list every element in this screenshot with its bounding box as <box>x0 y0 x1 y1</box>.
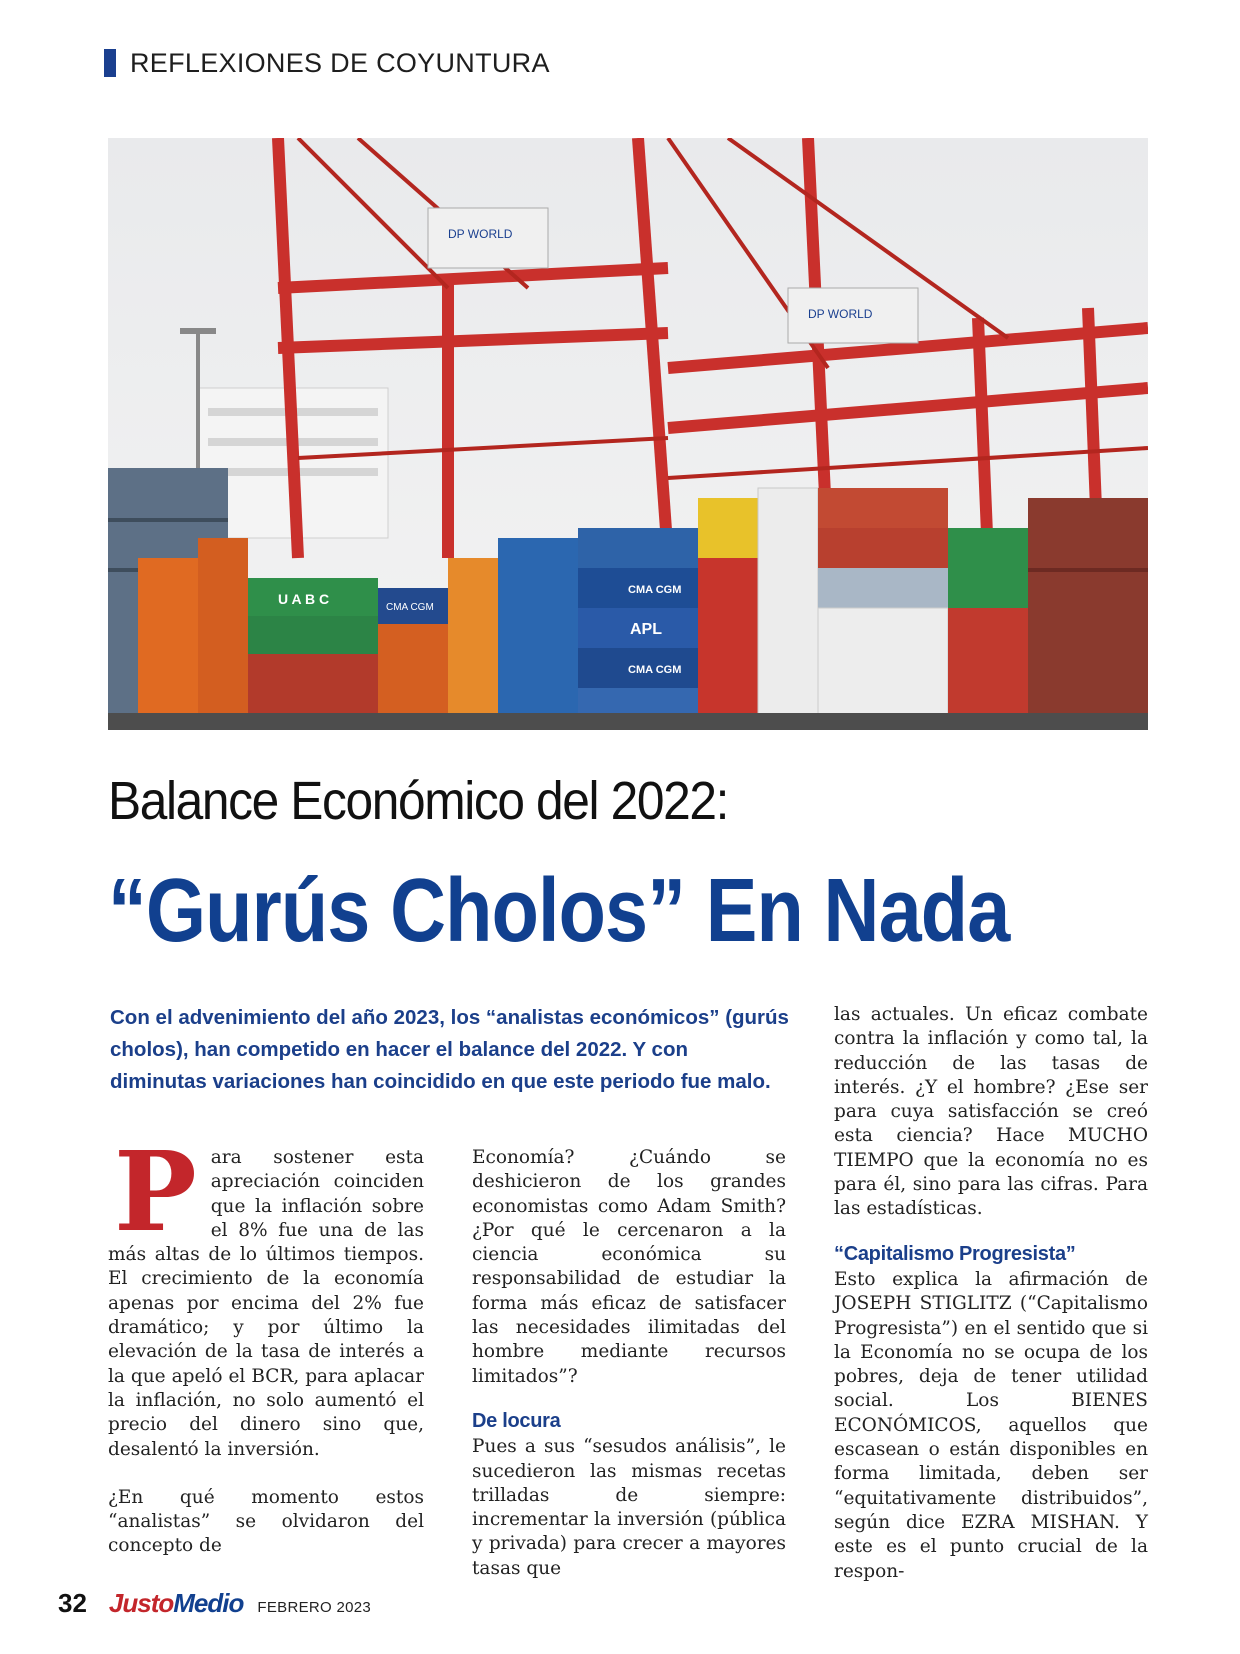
article-headline: “Gurús Cholos” En Nada <box>108 861 1010 961</box>
column-2-paragraph-2: Pues a sus “sesudos análisis”, le sucedieron las mismas recetas trilladas de siempre: incrementar la inversión (pública y privada) para crecer a mayores tasas que <box>472 1436 786 1579</box>
container-label-uabc: U A B C <box>278 591 330 607</box>
column-2 <box>472 1146 786 1581</box>
container-label-cma-1: CMA CGM <box>386 602 434 613</box>
page-footer <box>58 1588 371 1620</box>
logo-justo: Justo <box>108 1588 174 1618</box>
column-3-paragraph-2: Esto explica la afirmación de JOSEPH STIGLITZ (“Capitalismo Progresista”) en el sentido que si la Economía no se ocupa de los pobres, deja de tener utilidad social. Los BIENES ECONÓMICOS, aquellos que escasean o están disponibles en forma limitada, deben ser “equitativamente distribuidos”, según dice EZRA MISHAN. Y este es el punto crucial de la respon- <box>834 1268 1148 1582</box>
magazine-logo <box>109 1588 243 1619</box>
article-title: Balance Económico del 2022: <box>108 771 729 831</box>
column-3 <box>834 1003 1148 1584</box>
section-marker <box>104 49 116 77</box>
column-3-paragraph-1: las actuales. Un eficaz combate contra la inflación y como tal, la reducción de las tasas de interés. ¿Y el hombre? ¿Ese ser para cuya satisfacción se creó esta ciencia? Hace MUCHO TIEMPO que la economía no es para él, sino para las cifras. Para las estadísticas. <box>834 1004 1148 1220</box>
issue-date: FEBRERO 2023 <box>257 1599 372 1616</box>
subhead-capitalismo-progresista: “Capitalismo Progresista” <box>834 1242 1076 1265</box>
logo-medio: Medio <box>173 1588 244 1618</box>
subhead-de-locura: De locura <box>472 1409 561 1432</box>
port-cranes-photo <box>108 138 1148 730</box>
crane-label-2: DP WORLD <box>808 307 873 321</box>
section-label: REFLEXIONES DE COYUNTURA <box>130 47 550 78</box>
container-label-apl: APL <box>630 621 662 638</box>
drop-cap: P <box>114 1127 197 1256</box>
column-2-paragraph-1: Economía? ¿Cuándo se deshicieron de los grandes economistas como Adam Smith? ¿Por qué le cercenaron a la ciencia económica su responsabilidad de estudiar la forma más eficaz de satisfacer las necesidades ilimitadas del hombre mediante recursos limitados”? <box>472 1147 786 1387</box>
column-1-paragraph-2: ¿En qué momento estos “analistas” se olvidaron del concepto de <box>108 1486 424 1557</box>
container-label-cma-3: CMA CGM <box>628 664 682 676</box>
crane-label-1: DP WORLD <box>448 227 513 241</box>
section-header <box>104 48 550 78</box>
article-lede: Con el advenimiento del año 2023, los “analistas económicos” (gurús cholos), han competido en hacer el balance del 2022. Y con diminutas variaciones han coincidido en que este periodo fue malo. <box>110 1006 789 1093</box>
column-1 <box>108 1127 424 1559</box>
column-1-paragraph-1 <box>108 1127 424 1462</box>
container-label-cma-2: CMA CGM <box>628 584 682 596</box>
page-number: 32 <box>58 1588 87 1618</box>
column-1-paragraph-1-text: ara sostener esta apreciación coinciden que la inflación sobre el 8% fue una de las más altas de lo últimos tiempos. El crecimiento de la economía apenas por encima del 2% fue dramático; y por último la elevación de la tasa de interés a la que apeló el BCR, para aplacar la inflación, no solo aumentó el precio del dinero sino que, desalentó la inversión. <box>108 1147 424 1460</box>
